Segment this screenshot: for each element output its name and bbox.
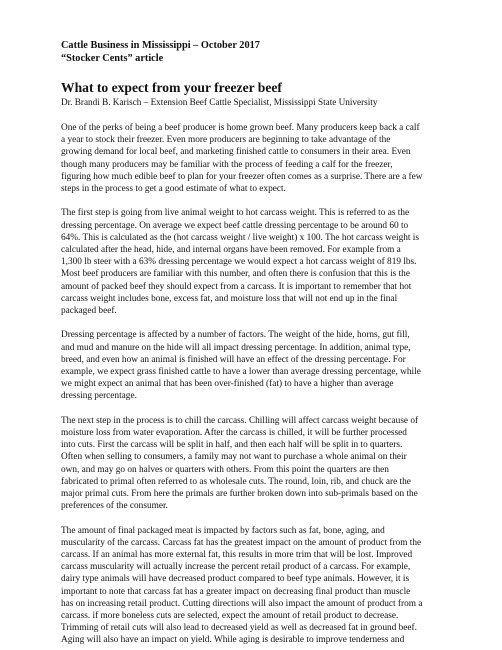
publication-line: Cattle Business in Mississippi – October 2017 [61,40,260,51]
paragraph-line: Often when selling to consumers, a family may not want to purchase a whole animal on their [61,452,407,463]
paragraph-line: The next step in the process is to chill the carcass. Chilling will affect carcass weight because of [61,415,419,426]
article-paragraph [61,329,443,402]
paragraph-line: example, we expect grass finished cattle to have a lower than average dressing percentage, while [61,367,421,378]
paragraph-line: The first step is going from live animal weight to hot carcass weight. This is referred to as the [61,208,410,219]
paragraph-line: carcass weight includes bone, excess fat, and moisture loss that will not end up in the final [61,293,398,304]
paragraph-line: fabricated to primal often referred to as wholesale cuts. The round, loin, rib, and chuck are the [61,476,411,487]
article-body [61,122,443,647]
paragraph-line: moisture loss from water evaporation. After the carcass is chilled, it will be further processed [61,428,407,439]
paragraph-line: amount of packed beef they should expect from a carcass. It is important to remember that hot [61,281,412,292]
paragraph-line: steps in the process to get a good estimate of what to expect. [61,184,286,195]
paragraph-line: figuring how much edible beef to plan for your freezer often comes as a surprise. There are a few [61,171,423,182]
paragraph-line: dressing percentage. [61,391,137,402]
paragraph-line: breed, and even how an animal is finished will have an effect of the dressing percentage. For [61,354,406,365]
paragraph-line: Trimming of retail cuts will also lead to decreased yield as well as decreased fat in ground beef. [61,623,417,634]
paragraph-line: packaged beef. [61,306,117,317]
paragraph-line: preferences of the consumer. [61,501,168,512]
paragraph-line: and mud and manure on the hide will all impact dressing percentage. In addition, animal type, [61,342,411,353]
article-paragraph [61,122,443,195]
paragraph-line: 64%. This is calculated as the (hot carcass weight / live weight) x 100. The hot carcass weight is [61,232,420,243]
paragraph-line: carcass. if more boneless cuts are selected, expect the amount of retail product to decrease. [61,611,399,622]
paragraph-line: muscularity of the carcass. Carcass fat has the greatest impact on the amount of product from the [61,537,422,548]
paragraph-line: Dressing percentage is affected by a number of factors. The weight of the hide, horns, gut fill, [61,330,410,341]
paragraph-line: into cuts. First the carcass will be split in half, and then each half will be split in to quarters. [61,440,403,451]
paragraph-line: a year to stock their freezer. Even more producers are beginning to take advantage of the [61,135,391,146]
article-paragraph [61,207,443,317]
paragraph-line: 1,300 lb steer with a 63% dressing percentage we would expect a hot carcass weight of 819 lbs. [61,257,417,268]
paragraph-line: One of the perks of being a beef producer is home grown beef. Many producers keep back a calf [61,123,420,133]
paragraph-line: dairy type animals will have decreased product compared to beef type animals. However, it is [61,574,410,585]
paragraph-line: own, and may go on halves or quarters with others. From this point the quarters are then [61,464,389,475]
paragraph-line: Aging will also have an impact on yield. While aging is desirable to improve tenderness and [61,635,405,646]
article-byline: Dr. Brandi B. Karisch – Extension Beef Cattle Specialist, Mississippi State University [61,97,378,107]
article-title: What to expect from your freezer beef [61,80,282,95]
paragraph-line: calculated after the head, hide, and internal organs have been removed. For example from a [61,245,401,256]
article-paragraph [61,525,443,647]
paragraph-line: carcass. If an animal has more external fat, this results in more trim that will be lost. Improved [61,550,413,561]
paragraph-line: carcass muscularity will actually increase the percent retail product of a carcass. For example, [61,562,411,573]
paragraph-line: has on increasing retail product. Cutting directions will also impact the amount of product from a [61,598,423,609]
document-page [61,40,443,647]
paragraph-line: The amount of final packaged meat is impacted by factors such as fat, bone, aging, and [61,525,385,536]
paragraph-line: Most beef producers are familiar with this number, and often there is confusion that this is the [61,269,410,280]
paragraph-line: we might expect an animal that has been over-finished (fat) to have a higher than average [61,379,394,390]
paragraph-line: though many producers may be familiar with the process of feeding a calf for the freezer, [61,159,393,170]
section-line: “Stocker Cents” article [61,52,164,64]
paragraph-line: major primal cuts. From here the primals are further broken down into sub-primals based on the [61,489,418,500]
paragraph-line: growing demand for local beef, and marketing finished cattle to consumers in their area. Even [61,147,411,158]
paragraph-line: important to note that carcass fat has a greater impact on decreasing final product than muscle [61,586,411,597]
paragraph-line: dressing percentage. On average we expect beef cattle dressing percentage to be around 60 to [61,220,409,231]
article-paragraph [61,415,443,513]
